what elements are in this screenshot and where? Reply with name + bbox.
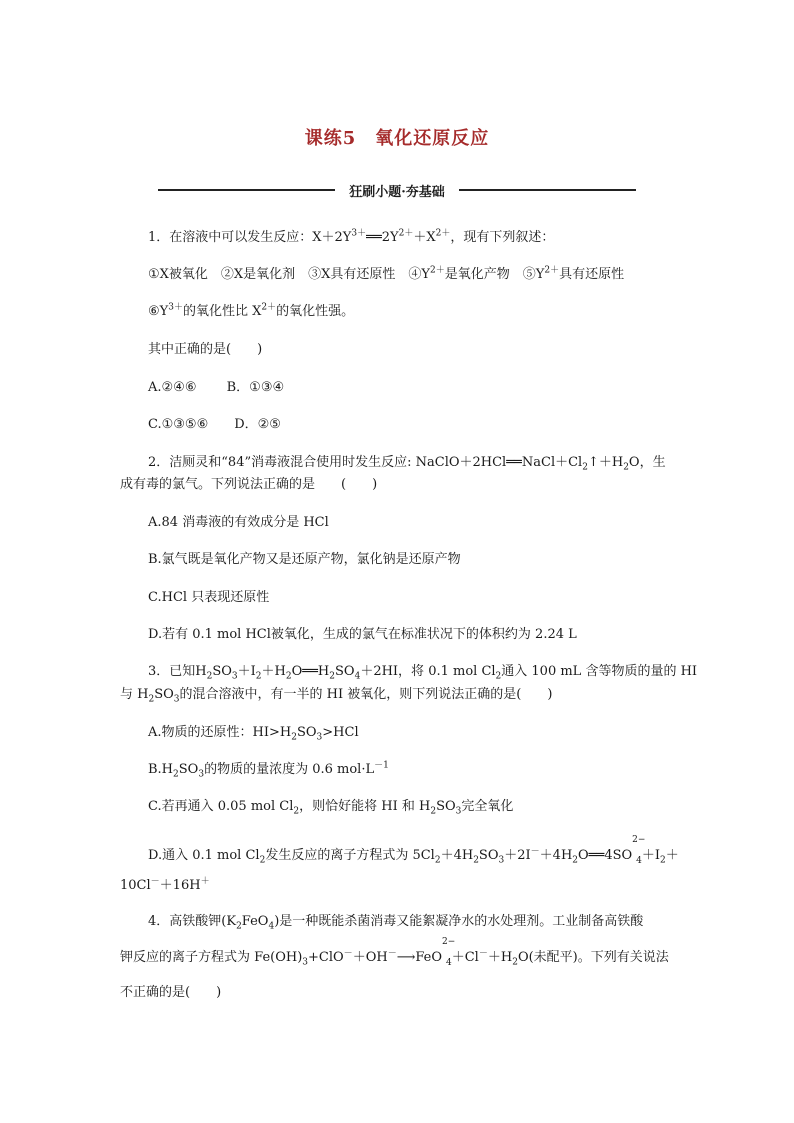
q4-stem-line3: 不正确的是( ) [120, 985, 222, 1000]
q1-options-cd: C.①③⑤⑥ D．②⑤ [148, 417, 281, 432]
left-rule [158, 189, 335, 191]
q1-statement-6: $⑥Y^{3+}$的氧化性比 $X^{2+}$的氧化性强。 [148, 302, 355, 319]
q2-option-a: A.84 消毒液的有效成分是 HCl [148, 515, 329, 530]
q3-option-c: C.若再通入 0.05 mol $Cl_2$，则恰好能将 HI 和 $H_2SO_3$完全氧化 [148, 799, 514, 817]
q1-ask: 其中正确的是( ) [148, 342, 263, 357]
right-rule [459, 189, 636, 191]
q1-options-ab: A.②④⑥ B．①③④ [148, 380, 285, 395]
q2-stem-line2: 成有毒的氯气。下列说法正确的是 ( ) [120, 477, 378, 492]
page-title: 课练5 氧化还原反应 [304, 128, 490, 149]
q2-stem-line1: 2．洁厕灵和“84”消毒液混合使用时发生反应: $NaClO+2HCl══NaCl+Cl_2↑+H_2O$，生 [148, 455, 666, 473]
section-divider [158, 180, 636, 200]
q3-stem-line2: 与 $H_2SO_3$的混合溶液中，有一半的 HI 被氧化，则下列说法正确的是( ) [120, 687, 553, 705]
q1-stem: 1．在溶液中可以发生反应：$X+2Y^{3+}══2Y^{2+}+X^{2+}$，现有下列叙述： [148, 228, 555, 245]
q3-option-d-line1: D.通入 0.1 mol $Cl_2$发生反应的离子方程式为 $5Cl_2+4H_2SO_3+2I^-+4H_2O══4SO$ 2− $_4+I_2+$ [148, 835, 679, 866]
q3-stem-line1: 3．已知$H_2SO_3+I_2+H_2O══H_2SO_4+2HI$，将 0.1 mol $Cl_2$通入 100 mL 含等物质的量的 HI [148, 664, 698, 682]
q2-option-c: C.HCl 只表现还原性 [148, 590, 270, 605]
q3-option-d-line2: 10Cl－＋16H＋ [120, 876, 210, 893]
q2-option-d: D.若有 0.1 mol HCl被氧化，生成的氯气在标准状况下的体积约为 2.24 L [148, 627, 577, 642]
section-label: 狂刷小题·夯基础 [349, 184, 445, 200]
q4-stem-line2: 钾反应的离子方程式为 $Fe(OH)_3+ClO^-+OH^-⟶FeO$ 2− $_4+Cl^-+H_2O$(未配平)。下列有关说法 [120, 937, 669, 968]
q3-option-a: A.物质的还原性：$HI>H_2SO_3>HCl$ [148, 725, 359, 743]
q2-option-b: B.氯气既是氧化产物又是还原产物，氯化钠是还原产物 [148, 552, 461, 567]
q1-statements: ①X被氧化 ②X是氧化剂 ③X具有还原性 $④Y^{2+}$是氧化产物 $⑤Y^{2+}$具有还原性 [148, 265, 625, 282]
q4-stem-line1: 4．高铁酸钾$(K_2FeO_4)$是一种既能杀菌消毒又能絮凝净水的水处理剂。工业制备高铁酸 [148, 914, 644, 932]
q3-option-b: $B.H_2SO_3$的物质的量浓度为 0.6 $mol\cdot L^{-1}$ [148, 760, 389, 780]
